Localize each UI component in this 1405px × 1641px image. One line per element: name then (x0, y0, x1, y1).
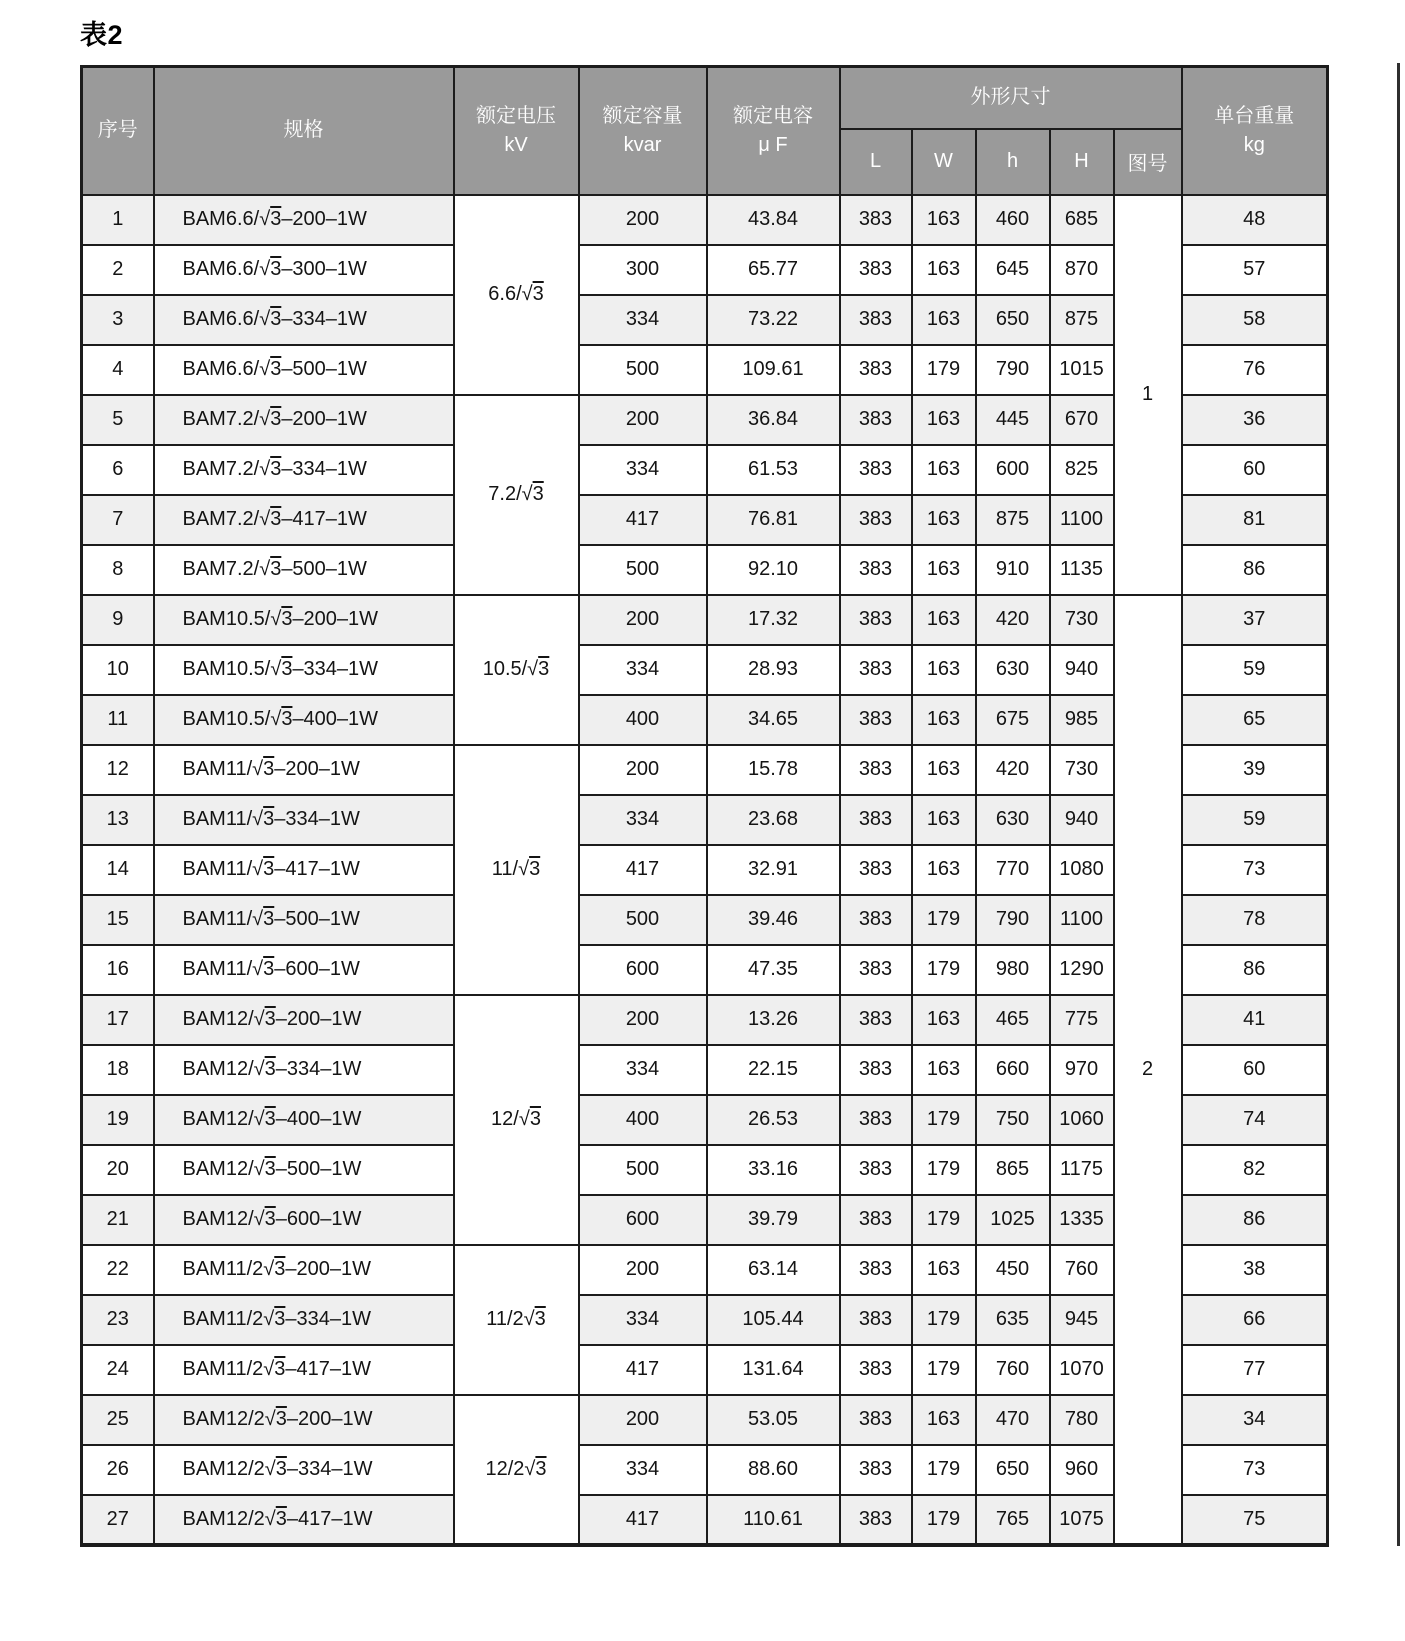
cell-rated-capacity: 417 (579, 1495, 707, 1545)
cell-dim-h: 650 (976, 295, 1050, 345)
cell-dim-h: 650 (976, 1445, 1050, 1495)
cell-seq: 18 (82, 1045, 154, 1095)
cell-seq: 23 (82, 1295, 154, 1345)
cell-dim-W: 163 (912, 445, 976, 495)
cell-rated-capacitance: 61.53 (707, 445, 840, 495)
cell-dim-L: 383 (840, 395, 912, 445)
cell-dim-h: 765 (976, 1495, 1050, 1545)
table-header (82, 67, 1328, 195)
cell-rated-capacity: 417 (579, 845, 707, 895)
cell-rated-capacitance: 36.84 (707, 395, 840, 445)
cell-rated-capacity: 500 (579, 345, 707, 395)
cell-unit-weight: 59 (1182, 645, 1328, 695)
cell-dim-h: 790 (976, 345, 1050, 395)
cell-seq: 27 (82, 1495, 154, 1545)
cell-dim-H: 970 (1050, 1045, 1114, 1095)
cell-spec: BAM6.6/√3–200–1W (154, 195, 454, 245)
cell-dim-L: 383 (840, 1495, 912, 1545)
cell-seq: 3 (82, 295, 154, 345)
cell-rated-capacitance: 32.91 (707, 845, 840, 895)
cell-dim-L: 383 (840, 845, 912, 895)
cell-dim-h: 465 (976, 995, 1050, 1045)
cell-dim-H: 870 (1050, 245, 1114, 295)
cell-dim-W: 163 (912, 845, 976, 895)
cell-dim-h: 760 (976, 1345, 1050, 1395)
cell-unit-weight: 38 (1182, 1245, 1328, 1295)
cell-unit-weight: 77 (1182, 1345, 1328, 1395)
cell-rated-capacity: 200 (579, 745, 707, 795)
cell-dim-h: 450 (976, 1245, 1050, 1295)
cell-rated-capacitance: 92.10 (707, 545, 840, 595)
cell-rated-capacity: 200 (579, 595, 707, 645)
cell-dim-h: 750 (976, 1095, 1050, 1145)
cell-spec: BAM7.2/√3–200–1W (154, 395, 454, 445)
cell-rated-voltage: 12/√3 (454, 995, 579, 1245)
cell-dim-L: 383 (840, 1295, 912, 1345)
cell-dim-W: 163 (912, 1045, 976, 1095)
cell-spec: BAM12/√3–500–1W (154, 1145, 454, 1195)
cell-seq: 14 (82, 845, 154, 895)
cell-unit-weight: 73 (1182, 845, 1328, 895)
cell-spec: BAM11/2√3–417–1W (154, 1345, 454, 1395)
cell-spec: BAM11/√3–200–1W (154, 745, 454, 795)
cell-dim-W: 163 (912, 195, 976, 245)
cell-seq: 9 (82, 595, 154, 645)
cell-seq: 20 (82, 1145, 154, 1195)
cell-spec: BAM12/√3–600–1W (154, 1195, 454, 1245)
cell-spec: BAM12/2√3–417–1W (154, 1495, 454, 1545)
cell-spec: BAM6.6/√3–334–1W (154, 295, 454, 345)
cell-rated-capacitance: 76.81 (707, 495, 840, 545)
cell-dim-W: 163 (912, 495, 976, 545)
cell-rated-capacitance: 53.05 (707, 1395, 840, 1445)
cell-unit-weight: 81 (1182, 495, 1328, 545)
cell-dim-W: 179 (912, 1195, 976, 1245)
col-header-unit-weight: 单台重量 kg (1182, 67, 1328, 195)
cell-dim-H: 985 (1050, 695, 1114, 745)
cell-spec: BAM7.2/√3–417–1W (154, 495, 454, 545)
cell-dim-h: 635 (976, 1295, 1050, 1345)
cell-dim-W: 163 (912, 295, 976, 345)
cell-dim-h: 675 (976, 695, 1050, 745)
cell-unit-weight: 58 (1182, 295, 1328, 345)
cell-spec: BAM11/2√3–334–1W (154, 1295, 454, 1345)
cell-dim-H: 940 (1050, 795, 1114, 845)
cell-seq: 21 (82, 1195, 154, 1245)
cell-unit-weight: 60 (1182, 1045, 1328, 1095)
cell-dim-H: 1100 (1050, 895, 1114, 945)
cell-dim-H: 730 (1050, 595, 1114, 645)
col-header-rated-capacity: 额定容量 kvar (579, 67, 707, 195)
cell-dim-h: 460 (976, 195, 1050, 245)
cell-rated-capacitance: 110.61 (707, 1495, 840, 1545)
cell-dim-h: 445 (976, 395, 1050, 445)
cell-rated-capacitance: 105.44 (707, 1295, 840, 1345)
cell-unit-weight: 74 (1182, 1095, 1328, 1145)
cell-rated-capacitance: 17.32 (707, 595, 840, 645)
col-header-dim-H: H (1050, 129, 1114, 195)
cell-dim-L: 383 (840, 1195, 912, 1245)
cell-seq: 24 (82, 1345, 154, 1395)
cell-dim-W: 163 (912, 695, 976, 745)
cell-dim-L: 383 (840, 445, 912, 495)
cell-spec: BAM6.6/√3–300–1W (154, 245, 454, 295)
cell-dim-H: 1070 (1050, 1345, 1114, 1395)
cell-rated-capacity: 200 (579, 1395, 707, 1445)
cell-spec: BAM10.5/√3–400–1W (154, 695, 454, 745)
cell-dim-h: 910 (976, 545, 1050, 595)
cell-rated-capacity: 334 (579, 1045, 707, 1095)
cell-seq: 16 (82, 945, 154, 995)
cell-rated-capacitance: 63.14 (707, 1245, 840, 1295)
cell-dim-h: 420 (976, 595, 1050, 645)
cell-dim-L: 383 (840, 295, 912, 345)
cell-seq: 19 (82, 1095, 154, 1145)
cell-unit-weight: 86 (1182, 545, 1328, 595)
cell-figure-no: 2 (1114, 595, 1182, 1545)
cell-rated-capacitance: 26.53 (707, 1095, 840, 1145)
col-header-seq: 序号 (82, 67, 154, 195)
cell-spec: BAM10.5/√3–334–1W (154, 645, 454, 695)
cell-unit-weight: 60 (1182, 445, 1328, 495)
col-header-rated-voltage: 额定电压 kV (454, 67, 579, 195)
cell-dim-W: 179 (912, 1295, 976, 1345)
cell-unit-weight: 41 (1182, 995, 1328, 1045)
cell-rated-voltage: 7.2/√3 (454, 395, 579, 595)
cell-rated-capacitance: 33.16 (707, 1145, 840, 1195)
cell-spec: BAM7.2/√3–334–1W (154, 445, 454, 495)
cell-dim-L: 383 (840, 995, 912, 1045)
cell-dim-W: 163 (912, 795, 976, 845)
cell-rated-capacity: 500 (579, 545, 707, 595)
cell-dim-H: 960 (1050, 1445, 1114, 1495)
cell-seq: 25 (82, 1395, 154, 1445)
cell-unit-weight: 78 (1182, 895, 1328, 945)
cell-dim-L: 383 (840, 745, 912, 795)
cell-rated-capacitance: 73.22 (707, 295, 840, 345)
cell-dim-H: 760 (1050, 1245, 1114, 1295)
cell-dim-W: 163 (912, 1245, 976, 1295)
cell-rated-capacity: 200 (579, 395, 707, 445)
cell-dim-h: 790 (976, 895, 1050, 945)
cell-unit-weight: 76 (1182, 345, 1328, 395)
cell-rated-capacity: 400 (579, 695, 707, 745)
cell-dim-L: 383 (840, 645, 912, 695)
cell-rated-capacity: 500 (579, 895, 707, 945)
col-header-figure-no: 图号 (1114, 129, 1182, 195)
cell-unit-weight: 39 (1182, 745, 1328, 795)
cell-rated-capacity: 417 (579, 1345, 707, 1395)
cell-dim-h: 470 (976, 1395, 1050, 1445)
page-title: 表2 (80, 20, 124, 50)
cell-rated-capacity: 417 (579, 495, 707, 545)
col-header-rated-capacitance: 额定电容 μ F (707, 67, 840, 195)
cell-unit-weight: 36 (1182, 395, 1328, 445)
cell-dim-W: 163 (912, 545, 976, 595)
page-edge-line (1397, 63, 1400, 1546)
header-row-1 (82, 67, 1328, 129)
cell-unit-weight: 59 (1182, 795, 1328, 845)
cell-dim-H: 780 (1050, 1395, 1114, 1445)
cell-rated-capacitance: 28.93 (707, 645, 840, 695)
cell-rated-capacity: 200 (579, 995, 707, 1045)
cell-spec: BAM12/√3–200–1W (154, 995, 454, 1045)
cell-dim-h: 600 (976, 445, 1050, 495)
cell-unit-weight: 57 (1182, 245, 1328, 295)
cell-dim-h: 420 (976, 745, 1050, 795)
cell-rated-voltage: 11/√3 (454, 745, 579, 995)
cell-dim-H: 945 (1050, 1295, 1114, 1345)
cell-figure-no: 1 (1114, 195, 1182, 595)
cell-dim-W: 179 (912, 1445, 976, 1495)
spec-table-body (82, 195, 1328, 1545)
cell-dim-W: 179 (912, 895, 976, 945)
cell-rated-capacity: 334 (579, 445, 707, 495)
cell-rated-capacitance: 39.79 (707, 1195, 840, 1245)
cell-dim-h: 770 (976, 845, 1050, 895)
cell-spec: BAM10.5/√3–200–1W (154, 595, 454, 645)
cell-rated-capacitance: 131.64 (707, 1345, 840, 1395)
cell-dim-H: 685 (1050, 195, 1114, 245)
cell-seq: 1 (82, 195, 154, 245)
cell-spec: BAM11/√3–334–1W (154, 795, 454, 845)
cell-dim-H: 670 (1050, 395, 1114, 445)
cell-rated-capacity: 200 (579, 1245, 707, 1295)
cell-dim-W: 179 (912, 945, 976, 995)
cell-rated-capacitance: 15.78 (707, 745, 840, 795)
cell-dim-L: 383 (840, 245, 912, 295)
cell-dim-h: 630 (976, 795, 1050, 845)
cell-rated-capacitance: 43.84 (707, 195, 840, 245)
cell-rated-voltage: 11/2√3 (454, 1245, 579, 1395)
cell-spec: BAM11/√3–500–1W (154, 895, 454, 945)
cell-dim-W: 163 (912, 395, 976, 445)
cell-seq: 5 (82, 395, 154, 445)
col-header-dim-L: L (840, 129, 912, 195)
cell-dim-L: 383 (840, 195, 912, 245)
cell-dim-h: 645 (976, 245, 1050, 295)
cell-unit-weight: 37 (1182, 595, 1328, 645)
cell-seq: 17 (82, 995, 154, 1045)
cell-unit-weight: 73 (1182, 1445, 1328, 1495)
cell-dim-L: 383 (840, 695, 912, 745)
cell-seq: 12 (82, 745, 154, 795)
cell-spec: BAM12/2√3–334–1W (154, 1445, 454, 1495)
cell-rated-capacity: 334 (579, 795, 707, 845)
cell-seq: 8 (82, 545, 154, 595)
cell-dim-H: 1060 (1050, 1095, 1114, 1145)
cell-rated-capacity: 600 (579, 1195, 707, 1245)
cell-unit-weight: 86 (1182, 1195, 1328, 1245)
cell-dim-h: 980 (976, 945, 1050, 995)
cell-spec: BAM12/√3–400–1W (154, 1095, 454, 1145)
cell-rated-capacity: 334 (579, 1445, 707, 1495)
cell-dim-W: 163 (912, 995, 976, 1045)
cell-dim-H: 1015 (1050, 345, 1114, 395)
cell-rated-voltage: 6.6/√3 (454, 195, 579, 395)
cell-spec: BAM11/2√3–200–1W (154, 1245, 454, 1295)
cell-unit-weight: 75 (1182, 1495, 1328, 1545)
cell-seq: 2 (82, 245, 154, 295)
cell-rated-capacity: 600 (579, 945, 707, 995)
cell-dim-L: 383 (840, 545, 912, 595)
cell-rated-capacitance: 88.60 (707, 1445, 840, 1495)
cell-unit-weight: 82 (1182, 1145, 1328, 1195)
cell-seq: 10 (82, 645, 154, 695)
cell-dim-W: 179 (912, 1345, 976, 1395)
cell-dim-L: 383 (840, 495, 912, 545)
cell-rated-capacity: 200 (579, 195, 707, 245)
cell-seq: 6 (82, 445, 154, 495)
cell-rated-capacitance: 34.65 (707, 695, 840, 745)
cell-dim-H: 1100 (1050, 495, 1114, 545)
col-header-dimensions-group: 外形尺寸 (840, 67, 1182, 129)
cell-spec: BAM6.6/√3–500–1W (154, 345, 454, 395)
cell-dim-L: 383 (840, 345, 912, 395)
cell-rated-voltage: 12/2√3 (454, 1395, 579, 1545)
col-header-dim-h: h (976, 129, 1050, 195)
cell-seq: 22 (82, 1245, 154, 1295)
cell-unit-weight: 86 (1182, 945, 1328, 995)
cell-rated-capacitance: 22.15 (707, 1045, 840, 1095)
cell-rated-capacitance: 109.61 (707, 345, 840, 395)
cell-spec: BAM12/√3–334–1W (154, 1045, 454, 1095)
cell-dim-H: 1080 (1050, 845, 1114, 895)
cell-dim-L: 383 (840, 795, 912, 845)
cell-unit-weight: 65 (1182, 695, 1328, 745)
cell-dim-L: 383 (840, 1245, 912, 1295)
cell-dim-L: 383 (840, 895, 912, 945)
cell-rated-capacitance: 47.35 (707, 945, 840, 995)
cell-seq: 4 (82, 345, 154, 395)
cell-seq: 15 (82, 895, 154, 945)
cell-dim-H: 775 (1050, 995, 1114, 1045)
cell-rated-capacity: 500 (579, 1145, 707, 1195)
cell-dim-W: 163 (912, 595, 976, 645)
cell-dim-H: 1075 (1050, 1495, 1114, 1545)
cell-rated-capacitance: 23.68 (707, 795, 840, 845)
cell-dim-L: 383 (840, 1045, 912, 1095)
cell-dim-W: 179 (912, 1145, 976, 1195)
cell-unit-weight: 66 (1182, 1295, 1328, 1345)
cell-dim-L: 383 (840, 1345, 912, 1395)
cell-unit-weight: 48 (1182, 195, 1328, 245)
cell-rated-capacity: 400 (579, 1095, 707, 1145)
col-header-spec: 规格 (154, 67, 454, 195)
cell-rated-capacity: 300 (579, 245, 707, 295)
cell-dim-h: 875 (976, 495, 1050, 545)
cell-dim-L: 383 (840, 1395, 912, 1445)
cell-dim-L: 383 (840, 1445, 912, 1495)
cell-dim-H: 875 (1050, 295, 1114, 345)
cell-rated-voltage: 10.5/√3 (454, 595, 579, 745)
cell-rated-capacitance: 13.26 (707, 995, 840, 1045)
cell-dim-L: 383 (840, 595, 912, 645)
cell-spec: BAM12/2√3–200–1W (154, 1395, 454, 1445)
cell-dim-H: 1175 (1050, 1145, 1114, 1195)
cell-dim-h: 630 (976, 645, 1050, 695)
cell-dim-H: 730 (1050, 745, 1114, 795)
cell-dim-H: 1335 (1050, 1195, 1114, 1245)
cell-rated-capacitance: 39.46 (707, 895, 840, 945)
cell-dim-W: 163 (912, 745, 976, 795)
cell-dim-H: 1135 (1050, 545, 1114, 595)
cell-rated-capacitance: 65.77 (707, 245, 840, 295)
cell-seq: 13 (82, 795, 154, 845)
cell-dim-L: 383 (840, 1095, 912, 1145)
cell-rated-capacity: 334 (579, 645, 707, 695)
cell-spec: BAM11/√3–417–1W (154, 845, 454, 895)
table-row (82, 195, 1328, 245)
spec-table (80, 65, 1329, 1547)
cell-dim-W: 179 (912, 1495, 976, 1545)
cell-dim-h: 1025 (976, 1195, 1050, 1245)
cell-dim-W: 163 (912, 245, 976, 295)
cell-seq: 11 (82, 695, 154, 745)
cell-seq: 26 (82, 1445, 154, 1495)
cell-dim-L: 383 (840, 945, 912, 995)
col-header-dim-W: W (912, 129, 976, 195)
cell-rated-capacity: 334 (579, 295, 707, 345)
cell-dim-H: 940 (1050, 645, 1114, 695)
table-row (82, 595, 1328, 645)
cell-dim-L: 383 (840, 1145, 912, 1195)
cell-seq: 7 (82, 495, 154, 545)
cell-dim-H: 1290 (1050, 945, 1114, 995)
cell-dim-W: 179 (912, 1095, 976, 1145)
cell-dim-H: 825 (1050, 445, 1114, 495)
cell-rated-capacity: 334 (579, 1295, 707, 1345)
cell-dim-W: 179 (912, 345, 976, 395)
cell-spec: BAM7.2/√3–500–1W (154, 545, 454, 595)
cell-dim-W: 163 (912, 1395, 976, 1445)
cell-dim-h: 660 (976, 1045, 1050, 1095)
cell-dim-W: 163 (912, 645, 976, 695)
cell-unit-weight: 34 (1182, 1395, 1328, 1445)
cell-spec: BAM11/√3–600–1W (154, 945, 454, 995)
cell-dim-h: 865 (976, 1145, 1050, 1195)
